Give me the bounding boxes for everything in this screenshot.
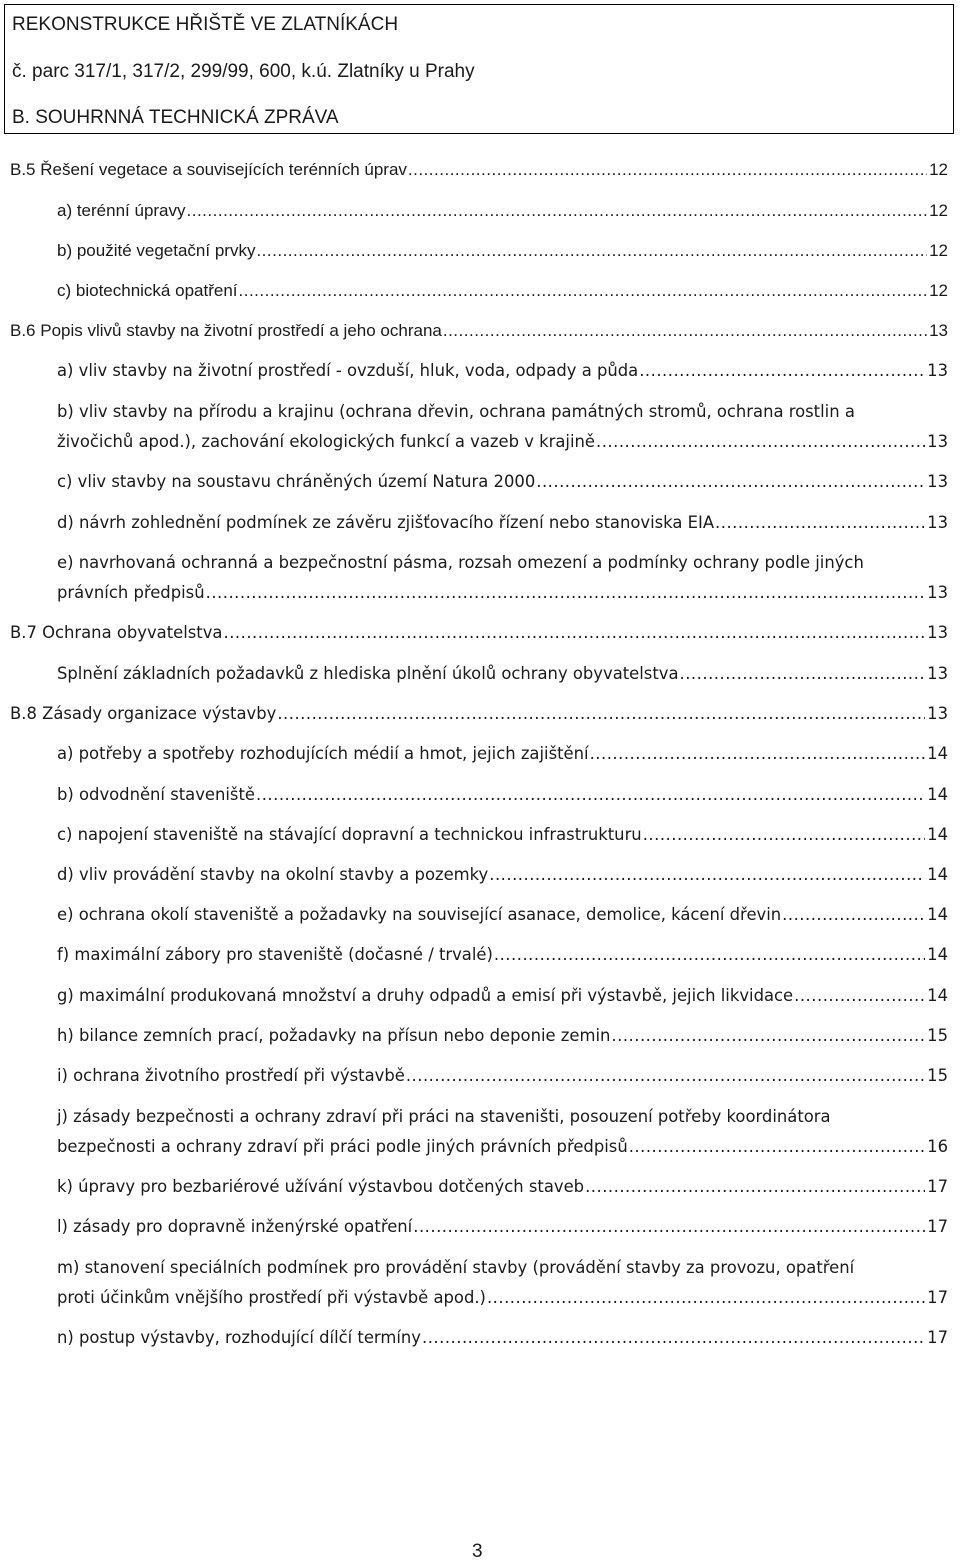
toc-entry-text: g) maximální produkovaná množství a druhy odpadů a emisí při výstavbě, jejich likvidace [57, 986, 794, 1005]
toc-page-number: 14 [927, 986, 948, 1005]
toc-page-number: 14 [927, 825, 948, 844]
parcel-info: č. parc 317/1, 317/2, 299/99, 600, k.ú. Zlatníky u Prahy [12, 61, 475, 82]
toc-page-number: 12 [929, 201, 948, 220]
toc-entry-line [57, 1063, 948, 1089]
toc-entry-text: f) maximální zábory pro staveniště (dočasné / trvalé) [57, 945, 493, 964]
toc-leader-dots [408, 157, 927, 183]
toc-entry-line [57, 741, 948, 767]
toc-entry-line [57, 1134, 948, 1160]
toc-entry-text: c) vliv stavby na soustavu chráněných území Natura 2000 [57, 472, 536, 491]
toc-page-number: 13 [927, 664, 948, 683]
toc-page-number: 14 [927, 744, 948, 763]
toc-entry-line [10, 701, 948, 727]
toc-entry-text: m) stanovení speciálních podmínek pro provádění stavby (provádění stavby za provozu, opatření [57, 1258, 855, 1277]
document-title: REKONSTRUKCE HŘIŠTĚ VE ZLATNÍKÁCH [12, 14, 399, 35]
toc-entry-text: k) úpravy pro bezbariérové užívání výstavbou dotčených staveb [57, 1177, 585, 1196]
toc-entry-text: i) ochrana životního prostředí při výstavbě [57, 1066, 405, 1085]
toc-entry-line [57, 198, 948, 224]
toc-leader-dots [489, 862, 925, 888]
toc-leader-dots [187, 198, 928, 224]
toc-page-number: 17 [927, 1288, 948, 1307]
toc-page-number: 12 [929, 160, 948, 179]
toc-page-number: 17 [927, 1177, 948, 1196]
toc-page-number: 13 [927, 704, 948, 723]
toc-leader-dots [406, 1063, 925, 1089]
toc-page-number: 13 [927, 432, 948, 451]
toc-page-number: 13 [927, 623, 948, 642]
toc-leader-dots [596, 429, 925, 455]
toc-leader-dots [585, 1174, 925, 1200]
toc-leader-dots [643, 822, 925, 848]
toc-leader-dots [794, 983, 925, 1009]
toc-page-number: 12 [929, 241, 948, 260]
toc-page-number: 13 [927, 513, 948, 532]
toc-entry-text: h) bilance zemních prací, požadavky na přísun nebo deponie zemin [57, 1026, 611, 1045]
toc-page-number: 15 [927, 1026, 948, 1045]
toc-entry-line [57, 238, 948, 264]
toc-leader-dots [590, 741, 926, 767]
toc-entry-text: B.7 Ochrana obyvatelstva [10, 623, 223, 642]
toc-leader-dots [639, 358, 925, 384]
toc-entry-line [57, 1214, 948, 1240]
toc-entry-text: c) napojení staveniště na stávající dopravní a technickou infrastrukturu [57, 825, 642, 844]
toc-leader-dots [277, 701, 925, 727]
toc-entry-text: d) návrh zohlednění podmínek ze závěru zjišťovacího řízení nebo stanoviska EIA [57, 513, 715, 532]
toc-entry-line [57, 983, 948, 1009]
toc-entry-text: d) vliv provádění stavby na okolní stavby a pozemky [57, 865, 489, 884]
toc-entry-text: živočichů apod.), zachování ekologických funkcí a vazeb v krajině [57, 432, 595, 451]
toc-page-number: 14 [927, 945, 948, 964]
toc-entry-line [57, 510, 948, 536]
toc-entry-text: a) terénní úpravy [57, 201, 186, 220]
toc-page-number: 14 [927, 865, 948, 884]
toc-entry-text: právních předpisů [57, 583, 205, 602]
toc-leader-dots [782, 902, 925, 928]
toc-entry-text: b) použité vegetační prvky [57, 241, 256, 260]
toc-entry-text: proti účinkům vnějšího prostředí při výstavbě apod.) [57, 1288, 486, 1307]
toc-entry-line [57, 1174, 948, 1200]
toc-page-number: 14 [927, 785, 948, 804]
toc-leader-dots [680, 661, 926, 687]
toc-entry-line [10, 157, 948, 183]
toc-leader-dots [206, 580, 926, 606]
toc-entry-line [57, 782, 948, 808]
section-title: B. SOUHRNNÁ TECHNICKÁ ZPRÁVA [12, 107, 339, 128]
toc-entry-line [57, 661, 948, 687]
toc-entry-line [57, 1255, 948, 1281]
toc-entry-line [57, 1023, 948, 1049]
toc-entry-text: e) navrhovaná ochranná a bezpečnostní pásma, rozsah omezení a podmínky ochrany podle jiných [57, 553, 864, 572]
toc-leader-dots [256, 782, 925, 808]
toc-entry-text: B.5 Řešení vegetace a souvisejících terénních úprav [10, 160, 407, 179]
toc-entry-text: B.8 Zásady organizace výstavby [10, 704, 277, 723]
toc-entry-text: e) ochrana okolí staveniště a požadavky na související asanace, demolice, kácení dřevin [57, 905, 782, 924]
toc-leader-dots [536, 469, 925, 495]
toc-entry-text: Splnění základních požadavků z hlediska plnění úkolů ochrany obyvatelstva [57, 664, 679, 683]
toc-entry-line [57, 902, 948, 928]
toc-entry-line [57, 399, 948, 425]
toc-entry-line [57, 862, 948, 888]
toc-entry-line [57, 1104, 948, 1130]
toc-page-number: 17 [927, 1328, 948, 1347]
toc-page-number: 13 [927, 583, 948, 602]
toc-leader-dots [413, 1214, 925, 1240]
toc-leader-dots [256, 238, 927, 264]
toc-entry-text: l) zásady pro dopravně inženýrské opatření [57, 1217, 413, 1236]
toc-page-number: 16 [927, 1137, 948, 1156]
toc-entry-text: n) postup výstavby, rozhodující dílčí termíny [57, 1328, 421, 1347]
toc-entry-line [57, 358, 948, 384]
toc-page-number: 13 [929, 321, 948, 340]
toc-entry-line [57, 1285, 948, 1311]
toc-entry-text: a) potřeby a spotřeby rozhodujících médií a hmot, jejich zajištění [57, 744, 589, 763]
toc-page-number: 13 [927, 472, 948, 491]
toc-entry-line [57, 278, 948, 304]
toc-entry-text: b) vliv stavby na přírodu a krajinu (ochrana dřevin, ochrana památných stromů, ochrana rostlin a [57, 402, 855, 421]
toc-entry-line [10, 318, 948, 344]
toc-entry-line [10, 620, 948, 646]
toc-entry-line [57, 822, 948, 848]
toc-page-number: 12 [929, 281, 948, 300]
toc-entry-text: a) vliv stavby na životní prostředí - ovzduší, hluk, voda, odpady a půda [57, 361, 639, 380]
toc-entry-line [57, 1325, 948, 1351]
toc-entry-line [57, 469, 948, 495]
toc-entry-text: bezpečnosti a ochrany zdraví při práci podle jiných právních předpisů [57, 1137, 628, 1156]
toc-page-number: 15 [927, 1066, 948, 1085]
toc-entry-line [57, 580, 948, 606]
toc-leader-dots [487, 1285, 925, 1311]
toc-leader-dots [494, 942, 925, 968]
toc-entry-text: j) zásady bezpečnosti a ochrany zdraví při práci na staveništi, posouzení potřeby koordinátora [57, 1107, 831, 1126]
toc-page-number: 17 [927, 1217, 948, 1236]
toc-leader-dots [422, 1325, 925, 1351]
toc-leader-dots [629, 1134, 925, 1160]
toc-leader-dots [443, 318, 927, 344]
toc-entry-text: b) odvodnění staveniště [57, 785, 255, 804]
toc-leader-dots [223, 620, 925, 646]
toc-entry-line [57, 550, 948, 576]
toc-page-number: 13 [927, 361, 948, 380]
page-number: 3 [472, 1541, 483, 1562]
toc-leader-dots [611, 1023, 925, 1049]
toc-entry-line [57, 942, 948, 968]
toc-page-number: 14 [927, 905, 948, 924]
toc-leader-dots [715, 510, 925, 536]
toc-entry-text: B.6 Popis vlivů stavby na životní prostředí a jeho ochrana [10, 321, 442, 340]
toc-entry-text: c) biotechnická opatření [57, 281, 238, 300]
toc-entry-line [57, 429, 948, 455]
toc-leader-dots [239, 278, 928, 304]
